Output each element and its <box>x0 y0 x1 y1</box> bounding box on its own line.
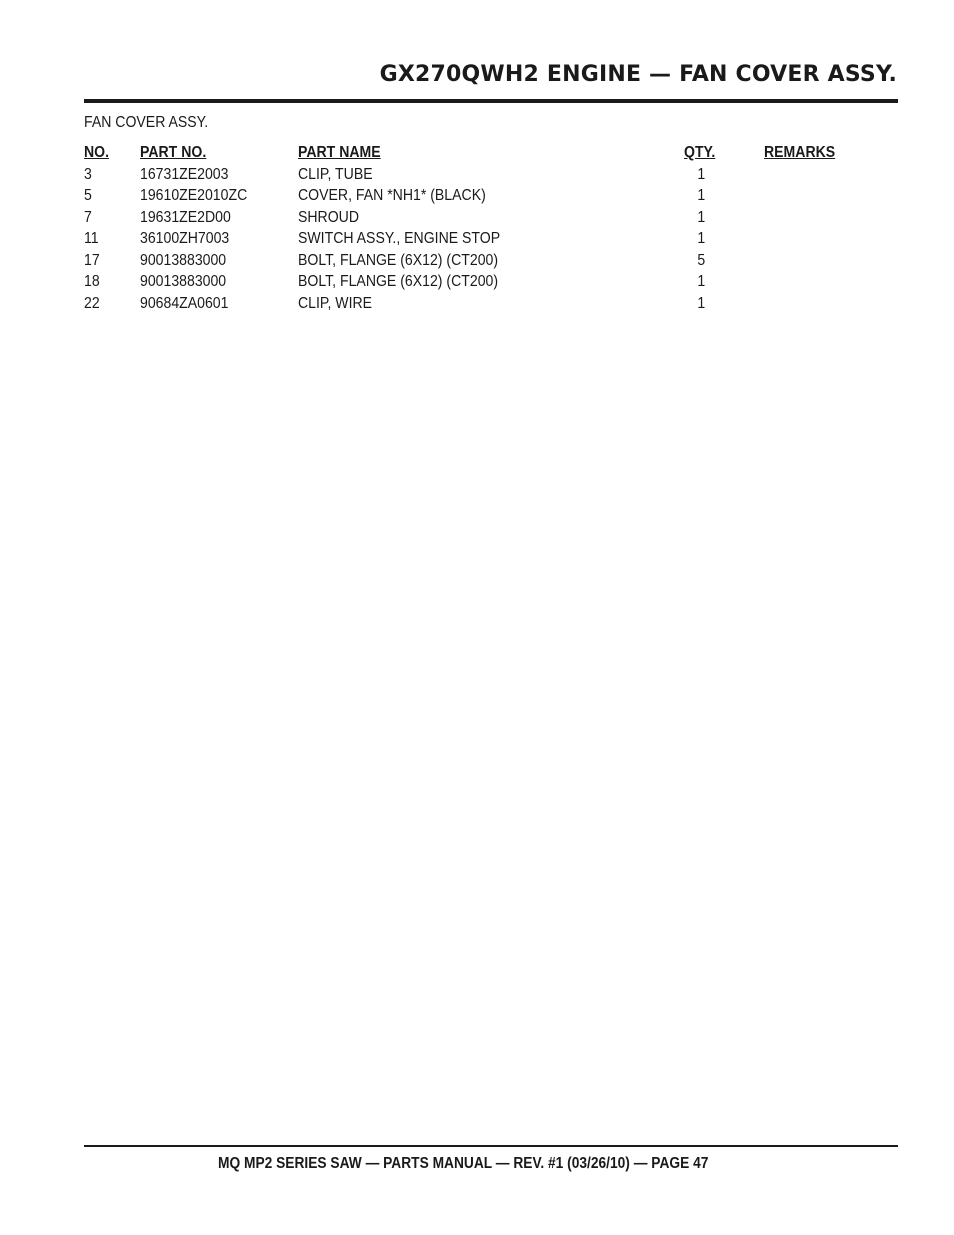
table-row <box>84 164 864 186</box>
cell-part-name: BOLT, FLANGE (6X12) (CT200) <box>298 273 499 290</box>
cell-qty: 1 <box>697 230 706 247</box>
table-row <box>84 228 864 250</box>
cell-part-no: 90013883000 <box>140 251 227 269</box>
cell-part-no: 90684ZA0601 <box>140 294 229 312</box>
table-row <box>84 293 864 315</box>
footer-divider <box>84 1145 898 1147</box>
parts-table <box>84 142 864 314</box>
table-header-row <box>84 142 864 164</box>
cell-no: 17 <box>84 251 100 269</box>
cell-qty: 1 <box>697 187 706 204</box>
column-header-remarks: REMARKS <box>764 144 836 161</box>
cell-qty: 1 <box>697 165 706 183</box>
cell-part-no: 19631ZE2D00 <box>140 208 231 226</box>
cell-part-no: 90013883000 <box>140 273 227 290</box>
page-footer: MQ MP2 SERIES SAW — PARTS MANUAL — REV. #1 (03/26/10) — PAGE 47 <box>218 1155 709 1172</box>
column-header-part-no: PART NO. <box>140 144 207 161</box>
cell-part-no: 19610ZE2010ZC <box>140 187 248 204</box>
cell-qty: 1 <box>697 294 706 312</box>
title-divider <box>84 99 898 103</box>
cell-no: 18 <box>84 273 100 290</box>
cell-part-name: BOLT, FLANGE (6X12) (CT200) <box>298 251 499 269</box>
cell-part-name: CLIP, TUBE <box>298 165 373 183</box>
table-row <box>84 250 864 272</box>
cell-no: 7 <box>84 208 92 226</box>
cell-part-no: 16731ZE2003 <box>140 165 229 183</box>
cell-part-name: COVER, FAN *NH1* (BLACK) <box>298 187 486 204</box>
column-header-qty: QTY. <box>684 144 716 161</box>
section-label: FAN COVER ASSY. <box>84 114 209 131</box>
cell-qty: 1 <box>697 208 706 226</box>
cell-no: 22 <box>84 294 100 312</box>
cell-part-name: SHROUD <box>298 208 360 226</box>
cell-no: 5 <box>84 187 92 204</box>
cell-qty: 1 <box>697 273 706 290</box>
table-row <box>84 271 864 293</box>
page-title: GX270QWH2 ENGINE — FAN COVER ASSY. <box>379 62 897 87</box>
table-row <box>84 185 864 207</box>
cell-part-name: CLIP, WIRE <box>298 294 373 312</box>
cell-part-name: SWITCH ASSY., ENGINE STOP <box>298 230 501 247</box>
column-header-no: NO. <box>84 144 110 161</box>
cell-qty: 5 <box>697 251 706 269</box>
cell-part-no: 36100ZH7003 <box>140 230 230 247</box>
cell-no: 3 <box>84 165 92 183</box>
table-row <box>84 207 864 229</box>
cell-no: 11 <box>84 230 99 247</box>
column-header-part-name: PART NAME <box>298 144 381 161</box>
